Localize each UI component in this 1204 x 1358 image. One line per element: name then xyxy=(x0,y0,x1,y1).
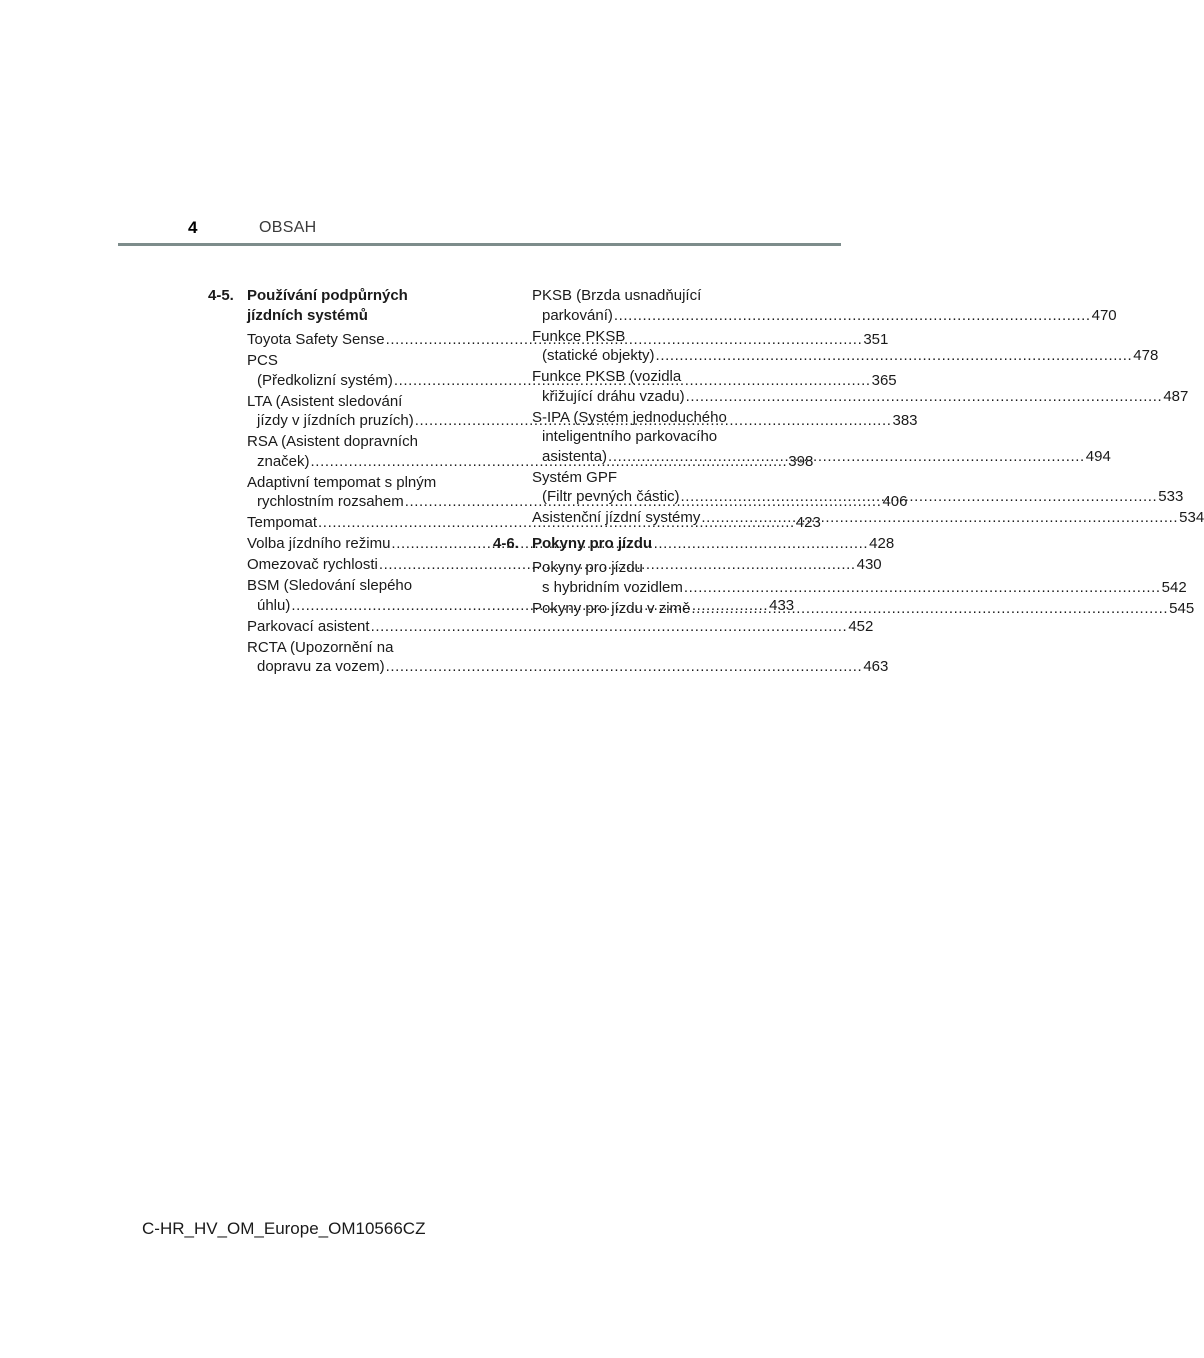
toc-entry-page: 542 xyxy=(1161,578,1187,596)
toc-entry-title: Toyota Safety Sense xyxy=(247,331,385,348)
toc-entry-page: 406 xyxy=(882,493,908,510)
toc-entry-title: Parkovací asistent xyxy=(247,617,370,635)
toc-entry-title: rychlostním rozsahem xyxy=(257,493,404,510)
toc-entry-line: Adaptivní tempomat s plným xyxy=(247,473,437,491)
toc-entry-line: BSM (Sledování slepého xyxy=(247,577,413,594)
toc-entry[interactable] xyxy=(247,638,889,677)
toc-entry-row xyxy=(532,578,1187,598)
toc-entry-line: RCTA (Upozornění na xyxy=(247,638,394,656)
toc-entry-title: asistenta) xyxy=(542,447,608,465)
toc-entry-row xyxy=(532,387,1189,407)
toc-entry-page: 398 xyxy=(788,452,814,470)
toc-entry[interactable] xyxy=(532,286,1117,325)
toc-entry-page: 478 xyxy=(1133,347,1159,364)
toc-entry-line: Funkce PKSB xyxy=(532,327,626,345)
toc-entry-title: křižující dráhu vzadu) xyxy=(542,387,685,405)
toc-entry-line: RSA (Asistent dopravních xyxy=(247,433,418,450)
toc-entry-page: 545 xyxy=(1169,599,1195,617)
toc-entry-page: 351 xyxy=(863,331,889,348)
toc-entry-title: (Filtr pevných částic) xyxy=(542,488,680,505)
toc-section-heading xyxy=(493,534,742,554)
toc-entry-line: LTA (Asistent sledování xyxy=(247,392,403,410)
toc-entry-title: značek) xyxy=(257,452,310,470)
toc-entry-title: dopravu za vozem) xyxy=(257,658,385,675)
dot-leader xyxy=(681,488,1158,505)
toc-entry-row xyxy=(532,306,1117,326)
section-title: OBSAH xyxy=(259,219,317,236)
toc-entry-title: Asistenční jízdní systémy xyxy=(532,509,701,526)
dot-leader xyxy=(614,307,1091,324)
toc-entry-title: parkování) xyxy=(542,306,613,324)
toc-entry-page: 533 xyxy=(1158,488,1184,505)
toc-entry-row xyxy=(247,617,874,637)
toc-entry-page: 452 xyxy=(848,617,874,635)
toc-section-title-line: Pokyny pro jízdu xyxy=(532,534,653,552)
toc-entry-line: Pokyny pro jízdu xyxy=(532,559,643,576)
toc-entry-page: 383 xyxy=(892,412,918,429)
dot-leader xyxy=(386,658,863,675)
toc-section-number: 4-6. xyxy=(493,534,519,552)
toc-entry-title: (Předkolizní systém) xyxy=(257,371,393,389)
toc-entry-page: 423 xyxy=(795,514,821,531)
header-rule xyxy=(118,243,841,246)
toc-entry-page: 428 xyxy=(869,535,895,552)
dot-leader xyxy=(691,600,1168,617)
toc-section-title-line: jízdních systémů xyxy=(247,306,368,324)
toc-entry-title: úhlu) xyxy=(257,596,291,614)
dot-leader xyxy=(608,448,1085,465)
toc-entry-page: 463 xyxy=(863,658,889,675)
toc-entry-line: Systém GPF xyxy=(532,468,618,486)
page-number: 4 xyxy=(188,218,198,237)
toc-entry-title: (statické objekty) xyxy=(542,347,655,364)
toc-section-number: 4-5. xyxy=(208,287,234,304)
toc-entry-line: inteligentního parkovacího xyxy=(542,428,718,445)
toc-entry-line: PCS xyxy=(247,352,278,369)
toc-entry-line: PKSB (Brzda usnadňující xyxy=(532,287,702,304)
toc-entry-page: 365 xyxy=(871,371,897,389)
toc-entry-title: Tempomat xyxy=(247,514,318,531)
toc-entry-row xyxy=(532,346,1159,366)
toc-entry-page: 487 xyxy=(1163,387,1189,405)
document-code: C-HR_HV_OM_Europe_OM10566CZ xyxy=(142,1219,426,1238)
toc-entry-page: 534 xyxy=(1179,509,1204,526)
toc-entry-line: Funkce PKSB (vozidla xyxy=(532,368,682,385)
toc-entry-title: Volba jízdního režimu xyxy=(247,535,391,552)
toc-entry-row xyxy=(247,657,889,677)
dot-leader xyxy=(686,388,1163,405)
toc-entry[interactable] xyxy=(247,617,874,637)
toc-entry-title: s hybridním vozidlem xyxy=(542,578,683,596)
dot-leader xyxy=(371,618,848,635)
toc-entry-page: 470 xyxy=(1091,306,1117,324)
toc-entry-title: jízdy v jízdních pruzích) xyxy=(257,412,414,429)
toc-entry-page: 433 xyxy=(769,596,795,614)
toc-section-title-line: Používání podpůrných xyxy=(247,287,408,304)
dot-leader xyxy=(656,347,1133,364)
toc-entry-page: 430 xyxy=(856,556,882,573)
toc-entry-line: S-IPA (Systém jednoduchého xyxy=(532,408,727,426)
dot-leader xyxy=(701,509,1178,526)
dot-leader xyxy=(684,579,1161,596)
toc-entry-page: 494 xyxy=(1085,447,1111,465)
toc-entry-title: Omezovač rychlosti xyxy=(247,556,378,573)
toc-entry-title: Pokyny pro jízdu v zimě xyxy=(532,599,691,617)
toc-section-heading xyxy=(208,286,458,325)
